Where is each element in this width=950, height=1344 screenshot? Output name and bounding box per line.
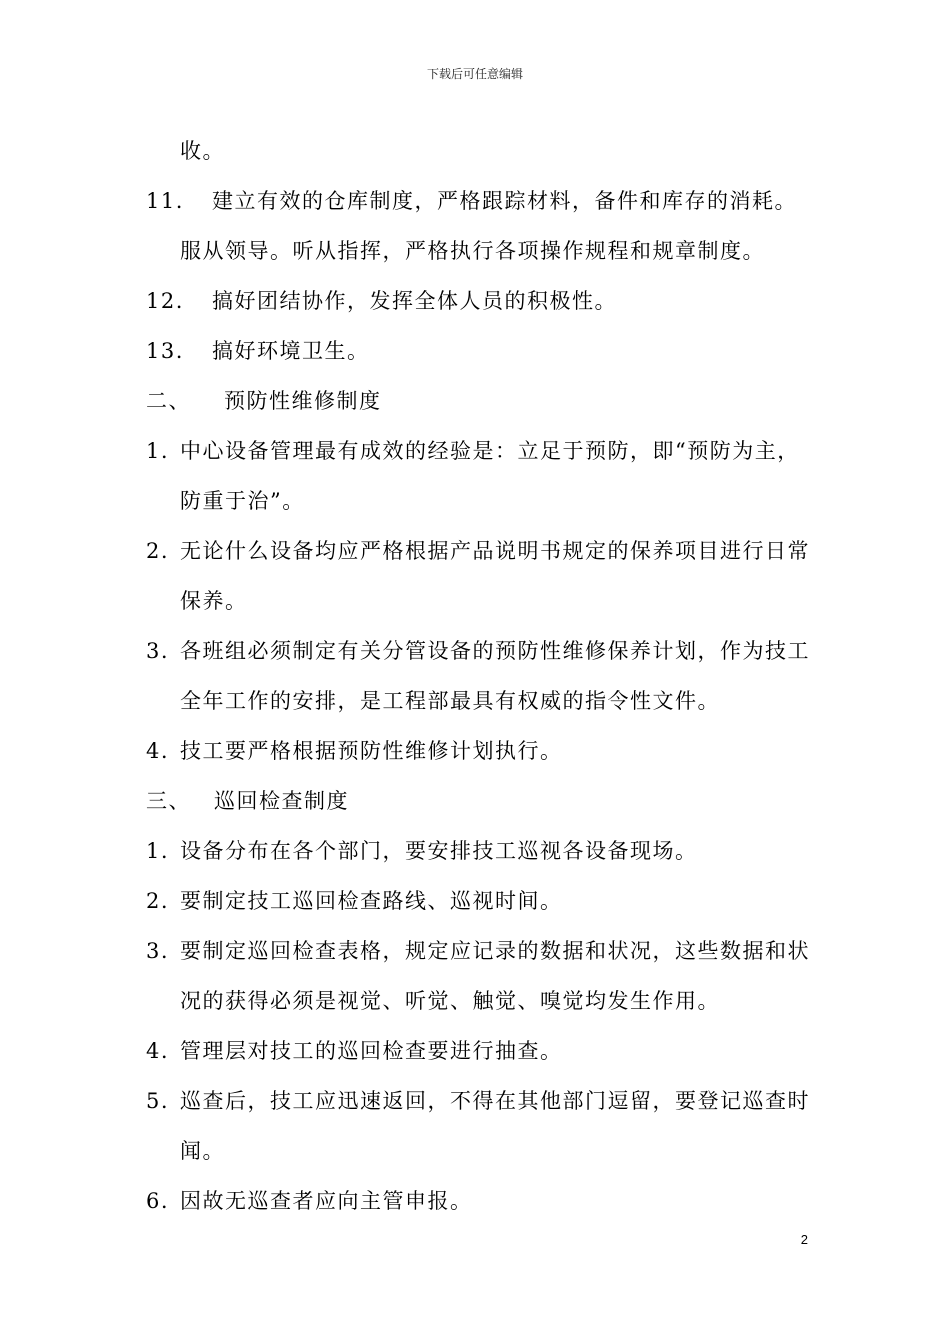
list-number: 3. — [146, 939, 170, 963]
list-number: 1. — [146, 839, 170, 863]
list-number: 13. — [146, 339, 184, 363]
list-number: 1. — [146, 439, 170, 463]
list-number: 5. — [146, 1089, 170, 1113]
line-text: 况的获得必须是视觉、听觉、触觉、嗅觉均发生作用。 — [180, 989, 720, 1013]
line-text: 巡查后，技工应迅速返回，不得在其他部门逗留，要登记巡查时 — [180, 1089, 810, 1113]
list-number: 6. — [146, 1189, 170, 1213]
line-text: 要制定巡回检查表格，规定应记录的数据和状况，这些数据和状 — [180, 939, 810, 963]
line-text: 防重于治”。 — [180, 489, 305, 513]
line-text: 建立有效的仓库制度，严格跟踪材料，备件和库存的消耗。 — [212, 189, 797, 213]
line-text: 中心设备管理最有成效的经验是：立足于预防，即“预防为主， — [180, 439, 800, 463]
line-text: 保养。 — [180, 589, 248, 613]
line-text: 巡回检查制度 — [214, 789, 349, 813]
list-number: 4. — [146, 739, 170, 763]
line-text: 搞好团结协作，发挥全体人员的积极性。 — [212, 289, 617, 313]
list-number: 3. — [146, 639, 170, 663]
line-text: 服从领导。听从指挥，严格执行各项操作规程和规章制度。 — [180, 239, 765, 263]
list-number: 12. — [146, 289, 184, 313]
line-text: 因故无巡查者应向主管申报。 — [180, 1189, 473, 1213]
line-text: 无论什么设备均应严格根据产品说明书规定的保养项目进行日常 — [180, 539, 810, 563]
line-text: 收。 — [180, 139, 225, 163]
line-text: 全年工作的安排，是工程部最具有权威的指令性文件。 — [180, 689, 720, 713]
list-number: 2. — [146, 539, 170, 563]
line-text: 搞好环境卫生。 — [212, 339, 370, 363]
list-number: 4. — [146, 1039, 170, 1063]
page-number: 2 — [800, 1232, 808, 1247]
line-text: 管理层对技工的巡回检查要进行抽查。 — [180, 1039, 563, 1063]
page-header: 下载后可任意编辑 — [426, 67, 523, 81]
list-number: 三、 — [146, 789, 191, 813]
list-number: 2. — [146, 889, 170, 913]
list-number: 二、 — [146, 389, 191, 413]
line-text: 技工要严格根据预防性维修计划执行。 — [180, 739, 563, 763]
line-text: 闻。 — [180, 1139, 225, 1163]
line-text: 预防性维修制度 — [224, 389, 382, 413]
line-text: 要制定技工巡回检查路线、巡视时间。 — [180, 889, 563, 913]
line-text: 设备分布在各个部门，要安排技工巡视各设备现场。 — [180, 839, 698, 863]
list-number: 11. — [146, 189, 184, 213]
line-text: 各班组必须制定有关分管设备的预防性维修保养计划，作为技工 — [180, 639, 810, 663]
